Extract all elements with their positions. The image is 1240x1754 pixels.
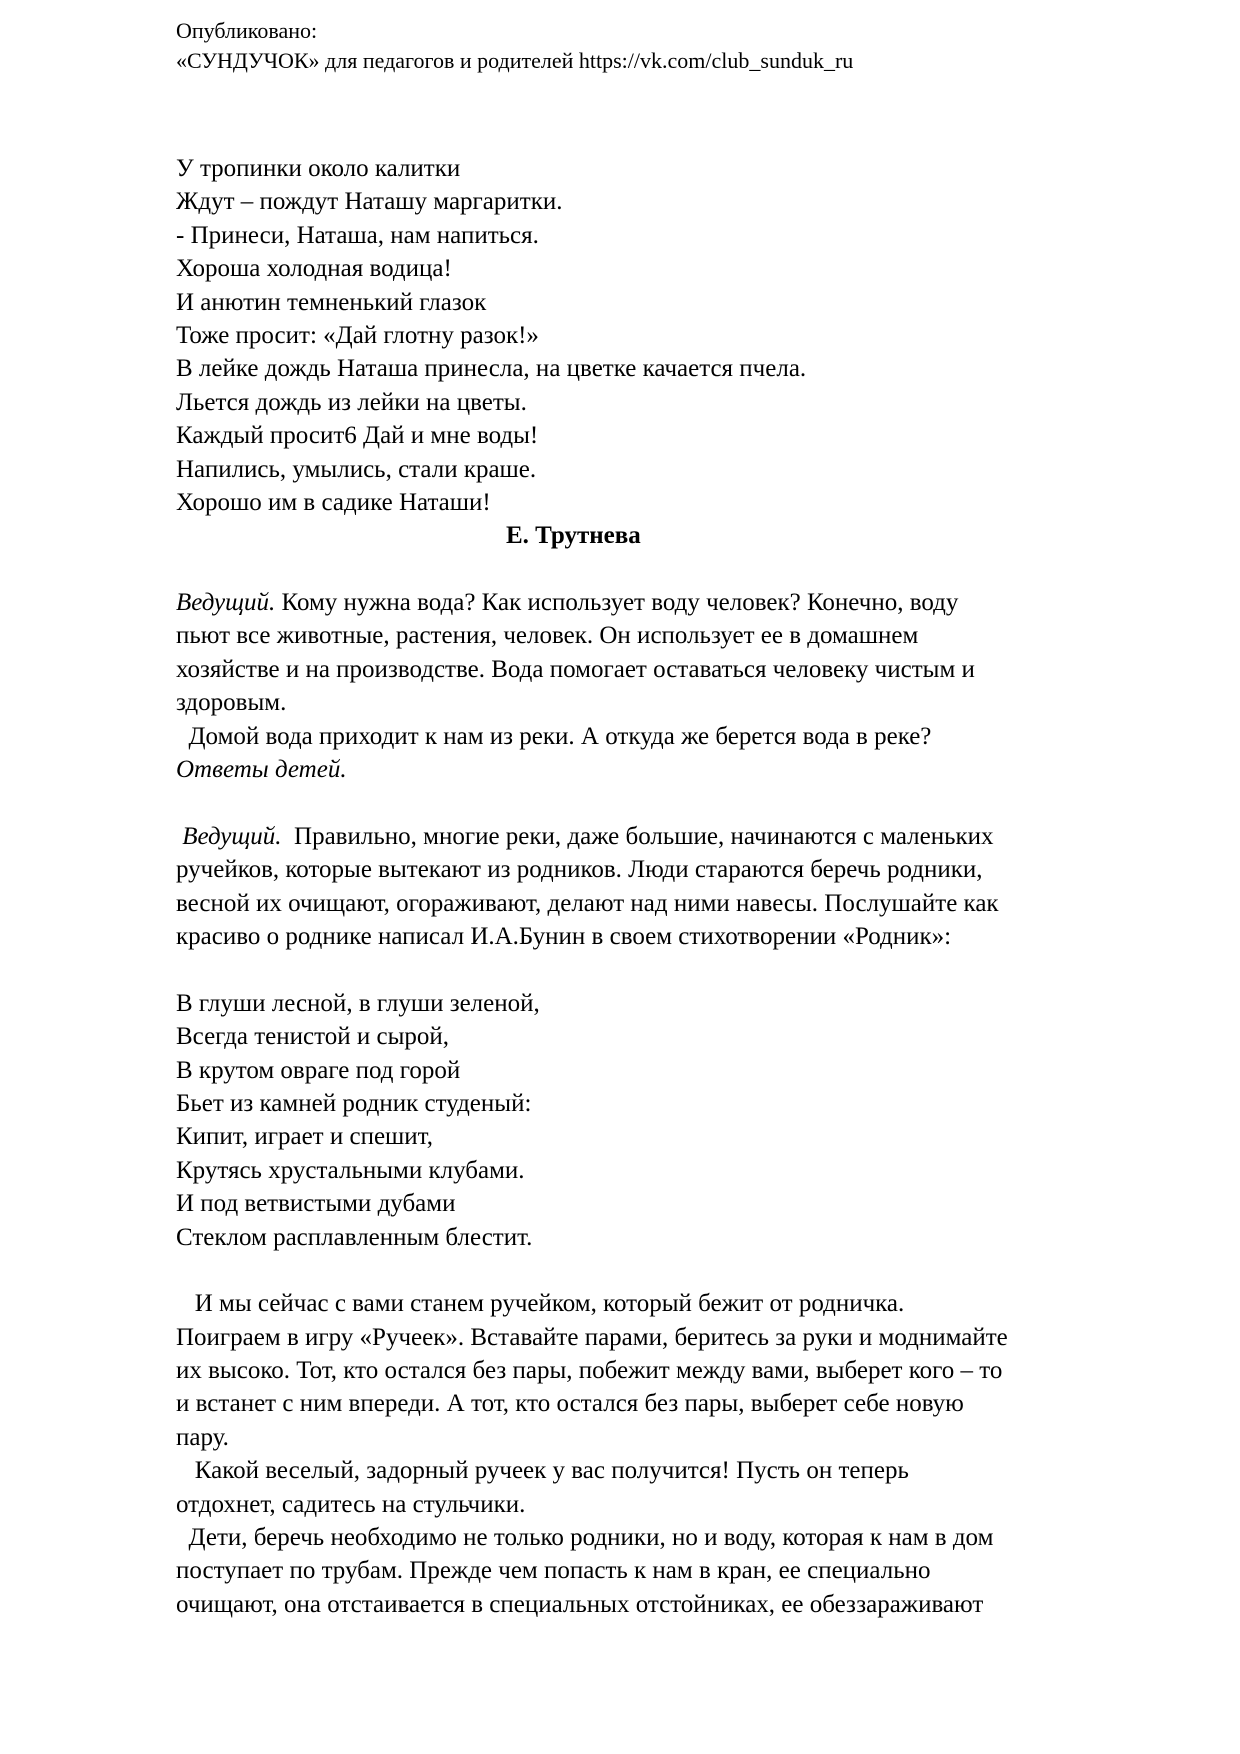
paragraph-line: Поиграем в игру «Ручеек». Вставайте парами, беритесь за руки и моднимайте [176, 1323, 1008, 1351]
paragraph-host-question [176, 586, 1176, 786]
poem-line: Ждут – пождут Наташу маргаритки. [176, 188, 563, 216]
poem-line: В крутом овраге под горой [176, 1056, 461, 1084]
poem-trutneva [176, 152, 1176, 553]
paragraph-line: пару. [176, 1423, 229, 1451]
paragraph-line [176, 820, 1176, 853]
paragraph-line: их высоко. Тот, кто остался без пары, побежит между вами, выберет кого – то [176, 1357, 1003, 1385]
poem-line: Кипит, играет и спешит, [176, 1123, 433, 1151]
poem-line: Напились, умылись, стали краше. [176, 455, 537, 483]
poem-line: И под ветвистыми дубами [176, 1190, 456, 1218]
poem-line: Тоже просит: «Дай глотну разок!» [176, 321, 539, 349]
poem-line: Хороша холодная водица! [176, 255, 452, 283]
paragraph-line: Какой веселый, задорный ручеек у вас получится! Пусть он теперь [176, 1457, 909, 1485]
poem-line: Льется дождь из лейки на цветы. [176, 388, 527, 416]
spacer [176, 953, 1176, 986]
paragraph-line: и встанет с ним впереди. А тот, кто остался без пары, выберет себе новую [176, 1390, 964, 1418]
paragraph-text: Кому нужна вода? Как использует воду человек? Конечно, воду [275, 589, 959, 617]
publication-header [176, 16, 853, 76]
poem-line: Крутясь хрустальными клубами. [176, 1156, 525, 1184]
paragraph-line: хозяйстве и на производстве. Вода помогает оставаться человеку чистым и [176, 655, 975, 683]
answers-label: Ответы детей. [176, 756, 347, 784]
paragraph-line: красиво о роднике написал И.А.Бунин в своем стихотворении «Родник»: [176, 922, 952, 950]
header-source-line: «СУНДУЧОК» для педагогов и родителей https://vk.com/club_sunduk_ru [176, 48, 854, 73]
poem-line: И анютин темненький глазок [176, 288, 487, 316]
spacer [176, 1254, 1176, 1287]
spacer [176, 553, 1176, 586]
poem-line: Стеклом расплавленным блестит. [176, 1223, 533, 1251]
paragraph-line: очищают, она отстаивается в специальных отстойниках, ее обеззараживают [176, 1590, 984, 1618]
paragraph-text: Правильно, многие реки, даже большие, начинаются с маленьких [281, 822, 994, 850]
poem-line: Хорошо им в садике Наташи! [176, 488, 491, 516]
speaker-label: Ведущий. [176, 822, 282, 850]
paragraph-brook-game [176, 1287, 1176, 1621]
children-answers-note [176, 753, 1176, 786]
document-body [176, 152, 1176, 1621]
spacer [176, 786, 1176, 819]
paragraph-line: отдохнет, садитесь на стульчики. [176, 1490, 526, 1518]
poem-line: Всегда тенистой и сырой, [176, 1023, 449, 1051]
header-published-label: Опубликовано: [176, 18, 318, 43]
paragraph-host-springs [176, 820, 1176, 954]
paragraph-line [176, 586, 1176, 619]
poem-line: У тропинки около калитки [176, 155, 461, 182]
paragraph-line: здоровым. [176, 689, 287, 717]
poem-line: - Принеси, Наташа, нам напиться. [176, 221, 539, 249]
paragraph-line: весной их очищают, огораживают, делают над ними навесы. Послушайте как [176, 889, 999, 917]
poem-author: Е. Трутнева [506, 522, 641, 550]
poem-line: В глуши лесной, в глуши зеленой, [176, 989, 540, 1017]
paragraph-line: ручейков, которые вытекают из родников. Люди стараются беречь родники, [176, 856, 983, 884]
poem-bunin-rodnik [176, 987, 1176, 1254]
paragraph-line: И мы сейчас с вами станем ручейком, который бежит от родничка. [176, 1290, 905, 1318]
paragraph-line: Домой вода приходит к нам из реки. А откуда же берется вода в реке? [176, 722, 932, 750]
paragraph-line: пьют все животные, растения, человек. Он использует ее в домашнем [176, 622, 919, 650]
poem-line: Каждый просит6 Дай и мне воды! [176, 422, 539, 450]
paragraph-line: поступает по трубам. Прежде чем попасть к нам в кран, ее специально [176, 1557, 931, 1585]
paragraph-line: Дети, беречь необходимо не только родники, но и воду, которая к нам в дом [176, 1524, 994, 1552]
poem-line: Бьет из камней родник студеный: [176, 1089, 532, 1117]
poem-line: В лейке дождь Наташа принесла, на цветке качается пчела. [176, 355, 807, 383]
speaker-label: Ведущий. [176, 589, 276, 617]
